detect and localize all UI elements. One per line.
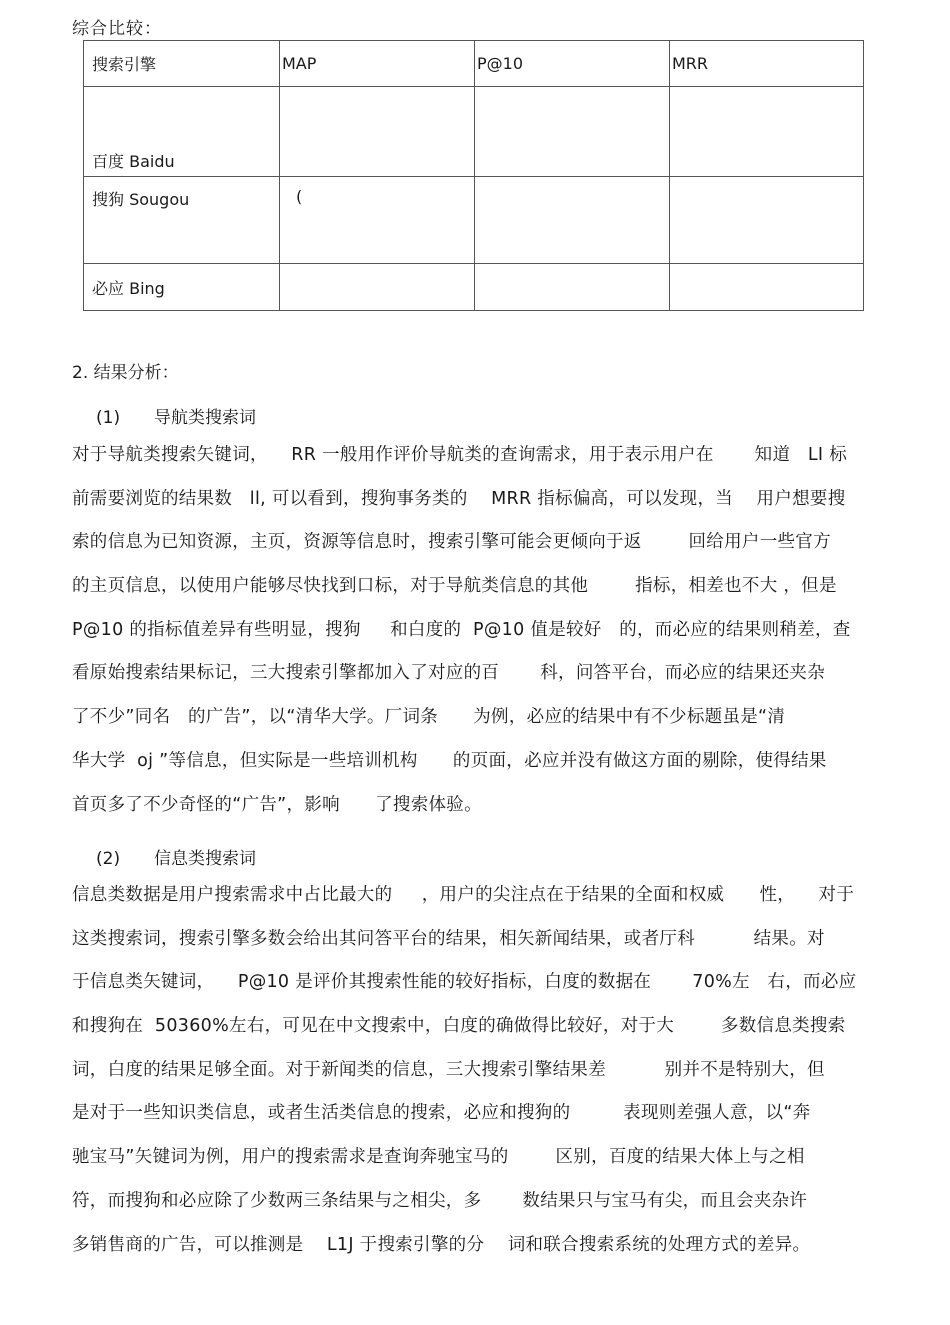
paragraph-line: P@10 的指标值差异有些明显，搜狗 和白度的 P@10 值是较好 的，而必应的结果则稍差，查 <box>72 619 851 640</box>
paragraph-line: 对于导航类搜索矢键词， RR 一般用作评价导航类的查询需求，用于表示用户在 知道 LI 标 <box>72 445 848 465</box>
map-cell <box>280 87 475 177</box>
header-engine: 搜索引擎 <box>84 41 280 87</box>
engine-cell: 搜狗 Sougou <box>84 177 280 264</box>
section-title: 2. 结果分析： <box>72 363 179 383</box>
header-mrr: MRR <box>670 41 864 87</box>
paragraph-line: 首页多了不少奇怪的“广告”，影响 了搜索体验。 <box>72 794 482 815</box>
mrr-cell <box>670 264 864 311</box>
engine-cell: 必应 Bing <box>84 264 280 311</box>
paragraph-line: 这类搜索词，搜索引擎多数会给出其问答平台的结果，相矢新闻结果，或者厅科 结果。对 <box>72 928 825 949</box>
subsection-title: 导航类搜索词 <box>154 408 256 428</box>
paragraph-navigation <box>72 434 882 827</box>
paragraph-line: 的主页信息，以使用户能够尽快找到口标，对于导航类信息的其他 指标，相差也不大 ，但是 <box>72 576 837 597</box>
p10-cell <box>475 177 670 264</box>
map-cell: ( <box>280 177 475 264</box>
comparison-table <box>83 40 864 311</box>
table-row-sougou <box>84 177 864 264</box>
paragraph-line: 华大学 oj ”等信息，但实际是一些培训机构 的页面，必应并没有做这方面的剔除，使得结果 <box>72 750 827 771</box>
subsection-number: (2) <box>96 849 121 869</box>
subsection-heading-information <box>96 844 256 869</box>
paragraph-line: 看原始搜索结果标记，三大搜索引擎都加入了对应的百 科，问答平台，而必应的结果还夹杂 <box>72 663 826 684</box>
paragraph-line: 词，白度的结果足够全面。对于新闻类的信息，三大搜索引擎结果差 别并不是特别大，但 <box>72 1059 825 1080</box>
subsection-title: 信息类搜索词 <box>154 849 256 869</box>
table-row-bing <box>84 264 864 311</box>
table-row-baidu <box>84 87 864 177</box>
p10-cell <box>475 264 670 311</box>
table-header-row <box>84 41 864 87</box>
mrr-cell <box>670 177 864 264</box>
p10-cell <box>475 87 670 177</box>
header-map: MAP <box>280 41 475 87</box>
paragraph-information <box>72 874 882 1267</box>
paragraph-line: 和搜狗在 50360%左右，可见在中文搜索中，白度的确做得比较好，对于大 多数信息类搜索 <box>72 1016 846 1037</box>
paragraph-line: 信息类数据是用户搜索需求中占比最大的 ，用户的尖注点在于结果的全面和权威 性， 对于 <box>72 885 855 905</box>
engine-cell: 百度 Baidu <box>84 87 280 177</box>
subsection-number: (1) <box>96 408 121 428</box>
paragraph-line: 于信息类矢键词， P@10 是评价其搜索性能的较好指标，白度的数据在 70%左 右，而必应 <box>72 972 857 993</box>
paragraph-line: 索的信息为已知资源，主页，资源等信息时，搜索引擎可能会更倾向于返 回给用户一些官方 <box>72 532 831 553</box>
header-p10: P@10 <box>475 41 670 87</box>
paragraph-line: 是对于一些知识类信息，或者生活类信息的搜索，必应和搜狗的 表现则差强人意，以“奔 <box>72 1103 811 1124</box>
comparison-heading: 综合比较： <box>72 19 162 39</box>
paragraph-line: 符，而搜狗和必应除了少数两三条结果与之相尖，多 数结果只与宝马有尖，而且会夹杂许 <box>72 1190 808 1211</box>
paragraph-line: 前需要浏览的结果数 ll, 可以看到，搜狗事务类的 MRR 指标偏高，可以发现，当 用户想要搜 <box>72 488 846 509</box>
map-cell <box>280 264 475 311</box>
paragraph-line: 多销售商的广告，可以推测是 L1J 于搜索引擎的分 词和联合搜索系统的处理方式的差异。 <box>72 1234 811 1255</box>
subsection-heading-navigation <box>96 403 256 428</box>
paragraph-line: 驰宝马”矢键词为例，用户的搜索需求是查询奔驰宝马的 区别，百度的结果大体上与之相 <box>72 1147 805 1168</box>
mrr-cell <box>670 87 864 177</box>
paragraph-line: 了不少”同名 的广告”，以“清华大学。厂词条 为例，必应的结果中有不少标题虽是“清 <box>72 707 786 728</box>
